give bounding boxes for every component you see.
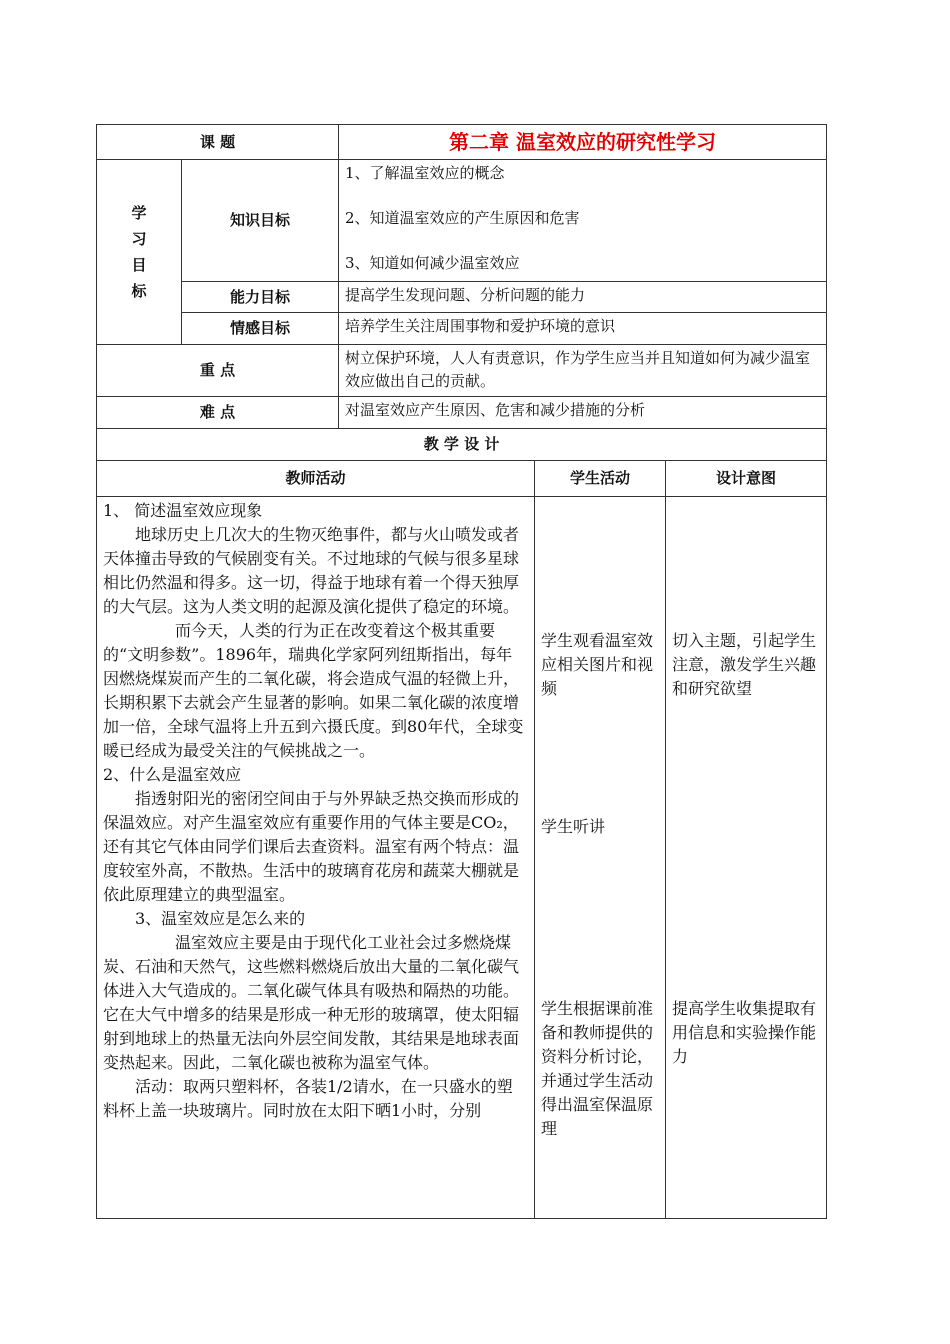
key-point-text: 树立保护环境，人人有责意识，作为学生应当并且知道如何为减少温室效应做出自己的贡献。 bbox=[339, 345, 827, 397]
column-student: 学生活动 bbox=[535, 461, 666, 497]
column-intent: 设计意图 bbox=[666, 461, 827, 497]
teacher-activity bbox=[97, 497, 535, 1219]
design-intent-3: 提高学生收集提取有用信息和实验操作能力 bbox=[672, 999, 817, 1066]
column-teacher: 教师活动 bbox=[97, 461, 535, 497]
objectives-group-label: 学 习 目 标 bbox=[97, 160, 182, 345]
section-1-paragraph-2: 而今天，人类的行为正在改变着这个极其重要的“文明参数”。1896年，瑞典化学家阿列纽斯指出，每年因燃烧煤炭而产生的二氧化碳，将会造成气温的轻微上升，长期积累下去就会产生显著的影响。如果二氧化碳的浓度增加一倍，全球气温将上升五到六摄氏度。到80年代，全球变暖已经成为最受关注的气候挑战之一。 bbox=[103, 621, 524, 760]
section-1-heading: 1、 简述温室效应现象 bbox=[103, 501, 263, 520]
knowledge-items: 1、了解温室效应的概念 2、知道温室效应的产生原因和危害 3、知道如何减少温室效应 bbox=[339, 160, 827, 282]
difficult-point-text: 对温室效应产生原因、危害和减少措施的分析 bbox=[339, 397, 827, 429]
knowledge-label: 知识目标 bbox=[182, 160, 339, 282]
lesson-title: 第二章 温室效应的研究性学习 bbox=[339, 125, 827, 160]
student-activity bbox=[535, 497, 666, 1219]
ability-text: 提高学生发现问题、分析问题的能力 bbox=[339, 282, 827, 313]
key-point-label: 重 点 bbox=[97, 345, 339, 397]
section-1-paragraph-1: 地球历史上几次大的生物灭绝事件，都与火山喷发或者天体撞击导致的气候剧变有关。不过地球的气候与很多星球相比仍然温和得多。这一切，得益于地球有着一个得天独厚的大气层。这为人类文明的起源及演化提供了稳定的环境。 bbox=[103, 525, 520, 616]
design-intent bbox=[666, 497, 827, 1219]
section-3-paragraph-2: 活动：取两只塑料杯，各装1/2请水，在一只盛水的塑料杯上盖一块玻璃片。同时放在太阳下晒1小时，分别 bbox=[103, 1077, 513, 1120]
student-activity-1: 学生观看温室效应相关图片和视频 bbox=[541, 631, 654, 698]
student-activity-3: 学生根据课前准备和教师提供的资料分析讨论，并通过学生活动得出温室保温原理 bbox=[541, 999, 654, 1138]
section-3-heading: 3、温室效应是怎么来的 bbox=[135, 909, 306, 928]
emotion-label: 情感目标 bbox=[182, 313, 339, 345]
difficult-point-label: 难 点 bbox=[97, 397, 339, 429]
design-intent-1: 切入主题，引起学生注意，激发学生兴趣和研究欲望 bbox=[672, 631, 817, 698]
emotion-text: 培养学生关注周围事物和爱护环境的意识 bbox=[339, 313, 827, 345]
section-3-paragraph-1: 温室效应主要是由于现代化工业社会过多燃烧煤炭、石油和天然气，这些燃料燃烧后放出大量的二氧化碳气体进入大气造成的。二氧化碳气体具有吸热和隔热的功能。它在大气中增多的结果是形成一种无形的玻璃罩，使太阳辐射到地球上的热量无法向外层空间发散，其结果是地球表面变热起来。因此，二氧化碳也被称为温室气体。 bbox=[103, 933, 520, 1072]
lesson-plan-table bbox=[96, 124, 826, 1219]
section-2-paragraph: 指透射阳光的密闭空间由于与外界缺乏热交换而形成的保温效应。对产生温室效应有重要作用的气体主要是CO₂，还有其它气体由同学们课后去查资料。温室有两个特点：温度较室外高，不散热。生活中的玻璃育花房和蔬菜大棚就是依此原理建立的典型温室。 bbox=[103, 789, 520, 904]
subject-label: 课 题 bbox=[97, 125, 339, 160]
design-section-title: 教 学 设 计 bbox=[97, 429, 827, 461]
ability-label: 能力目标 bbox=[182, 282, 339, 313]
section-2-heading: 2、什么是温室效应 bbox=[103, 765, 242, 784]
student-activity-2: 学生听讲 bbox=[541, 817, 606, 836]
